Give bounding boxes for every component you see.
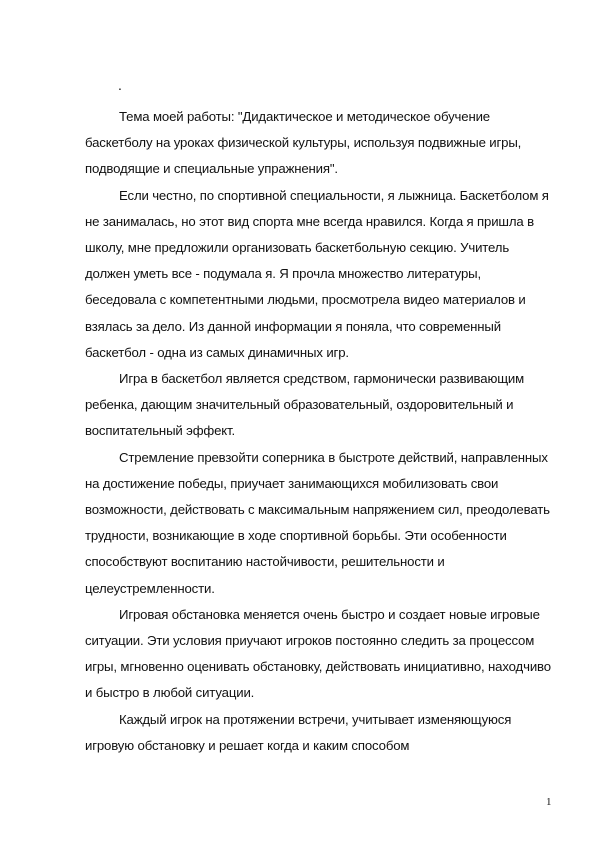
page-number: 1: [546, 796, 552, 808]
document-body: [85, 104, 555, 759]
paragraph-competition: Стремление превзойти соперника в быстроте действий, направленных на достижение победы, приучает занимающихся мобилизовать свои возможности, действовать с максимальным напряжением сил, преодолевать трудности, возникающие в ходе спортивной борьбы. Эти особенности способствуют воспитанию настойчивости, решительности и целеустремленности.: [85, 449, 550, 596]
paragraph-player: Каждый игрок на протяжении встречи, учитывает изменяющуюся игровую обстановку и решает когда и каким способом: [85, 711, 512, 753]
paragraph-background: Если честно, по спортивной специальности, я лыжница. Баскетболом я не занималась, но этот вид спорта мне всегда нравился. Когда я пришла в школу, мне предложили организовать баскетбольную секцию. Учитель должен уметь все - подумала я. Я прочла множество литературы, беседовала с компетентными людьми, просмотрела видео материалов и взялась за дело. Из данной информации я поняла, что современный баскетбол - одна из самых динамичных игр.: [85, 187, 549, 360]
paragraph-topic: Тема моей работы: "Дидактическое и методическое обучение баскетболу на уроках физической культуры, используя подвижные игры, подводящие и специальные упражнения".: [85, 109, 522, 177]
paragraph-game-situation: Игровая обстановка меняется очень быстро и создает новые игровые ситуации. Эти условия приучают игроков постоянно следить за процессом игры, мгновенно оценивать обстановку, действовать инициативно, находчиво и быстро в любой ситуации.: [85, 606, 551, 701]
leading-dot: .: [118, 77, 122, 93]
paragraph-effect: Игра в баскетбол является средством, гармонически развивающим ребенка, дающим значительный образовательный, оздоровительный и воспитательный эффект.: [85, 371, 525, 439]
